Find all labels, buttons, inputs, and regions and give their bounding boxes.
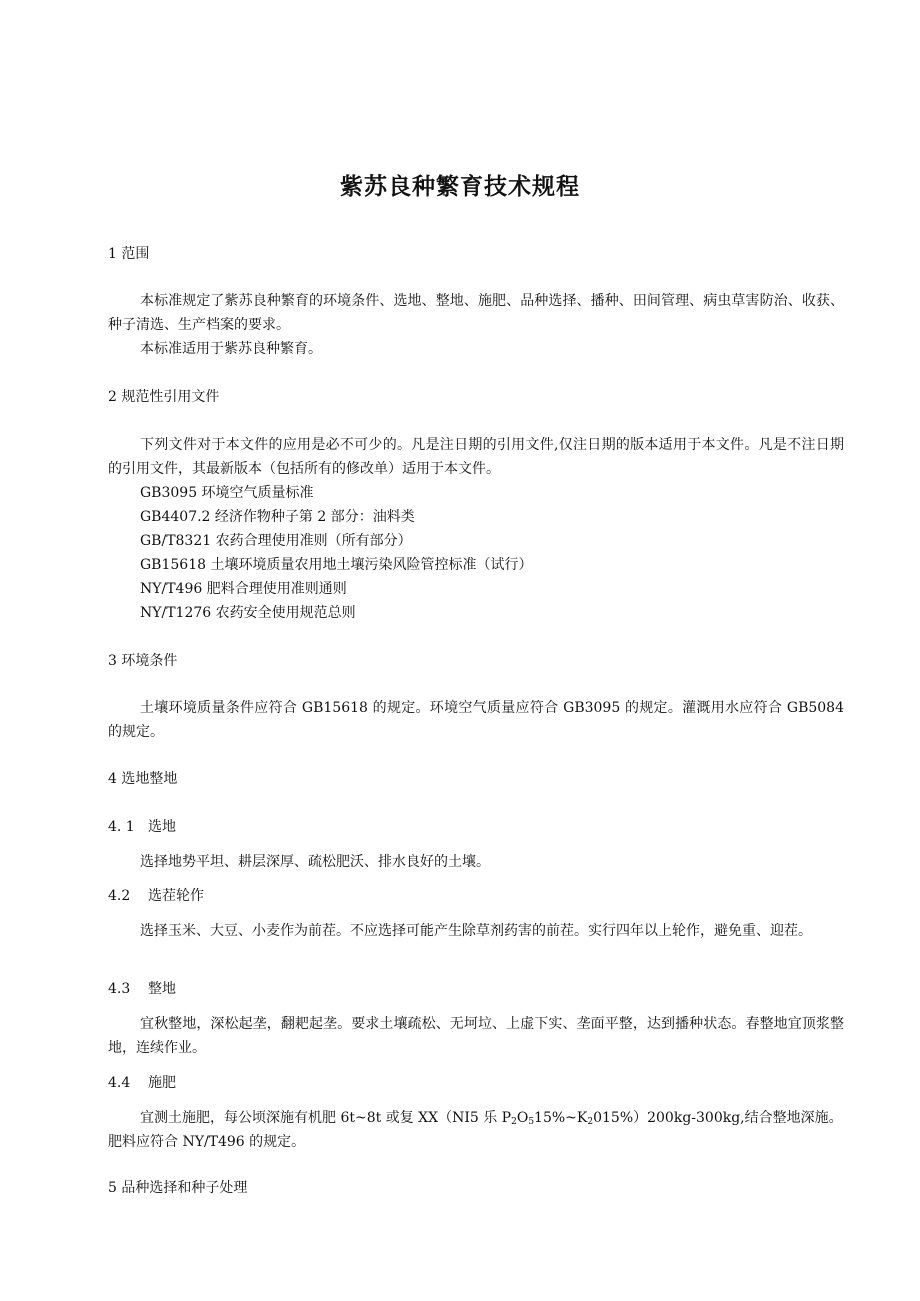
text-run: 015%）200kg-300kg,结合整地深施。肥料应符合 NY/T496 的规定。 [108,1110,843,1150]
text-run: O [516,1110,529,1126]
subsection-title: 选地 [148,819,176,835]
subsection-4-1-text: 选择地势平坦、耕层深厚、疏松肥沃、排水良好的土壤。 [140,854,490,870]
text-run: 宜测土施肥，每公顷深施有机肥 6t~8t 或复 XX（NI5 乐 P [140,1110,512,1126]
section-4-heading: 4 选地整地 [108,771,178,787]
subsection-title: 施肥 [148,1075,176,1091]
reference-item: NY/T1276 农药安全使用规范总则 [140,605,356,621]
subscript: 5 [528,1117,535,1127]
subsection-title: 选茬轮作 [148,888,204,904]
reference-item: GB15618 土壤环境质量农用地土壤污染风险管控标准（试行） [140,557,533,573]
subsection-4-3-text: 宜秋整地，深松起垄，翻耙起垄。要求土壤疏松、无坷垃、上虚下实、垄面平整，达到播种状态。春整地宜顶浆整地，连续作业。 [108,1016,844,1056]
reference-item: GB3095 环境空气质量标准 [140,485,314,501]
subsection-number: 4.4 [108,1075,131,1091]
subsection-4-4-text [108,1106,844,1154]
section-3-paragraph-1: 土壤环境质量条件应符合 GB15618 的规定。环境空气质量应符合 GB3095 的规定。灌溉用水应符合 GB5084 的规定。 [108,700,844,740]
subsection-4-3-heading [108,977,844,1001]
subsection-4-2-text: 选择玉米、大豆、小麦作为前茬。不应选择可能产生除草剂药害的前茬。实行四年以上轮作，避免重、迎茬。 [140,923,812,939]
subsection-number: 4.3 [108,981,131,997]
section-2-heading: 2 规范性引用文件 [108,389,220,405]
subsection-number: 4.2 [108,888,131,904]
subsection-number: 4. 1 [108,819,135,835]
section-1-paragraph-2: 本标准适用于紫苏良种繁育。 [140,341,322,357]
section-5-heading: 5 品种选择和种子处理 [108,1180,248,1196]
text-run: 15%~K [534,1110,588,1126]
subscript: 2 [587,1117,594,1127]
section-2-paragraph-1: 下列文件对于本文件的应用是必不可少的。凡是注日期的引用文件,仅注日期的版本适用于本文件。凡是不注日期的引用文件，其最新版本（包括所有的修改单）适用于本文件。 [108,437,844,477]
document-title: 紫苏良种繁育技术规程 [340,174,580,200]
section-3-heading: 3 环境条件 [108,653,178,669]
subsection-title: 整地 [148,981,176,997]
section-1-paragraph-1: 本标准规定了紫苏良种繁育的环境条件、选地、整地、施肥、品种选择、播种、田间管理、病虫草害防治、收获、种子清选、生产档案的要求。 [108,293,844,333]
subsection-4-1-heading [108,815,844,839]
subsection-4-2-heading [108,884,844,908]
reference-item: NY/T496 肥料合理使用准则通则 [140,581,347,597]
section-1-heading: 1 范围 [108,246,150,262]
reference-item: GB/T8321 农药合理使用准则（所有部分） [140,533,412,549]
subsection-4-4-heading [108,1071,844,1095]
reference-item: GB4407.2 经济作物种子第 2 部分：油料类 [140,509,415,525]
subscript: 2 [511,1117,517,1127]
